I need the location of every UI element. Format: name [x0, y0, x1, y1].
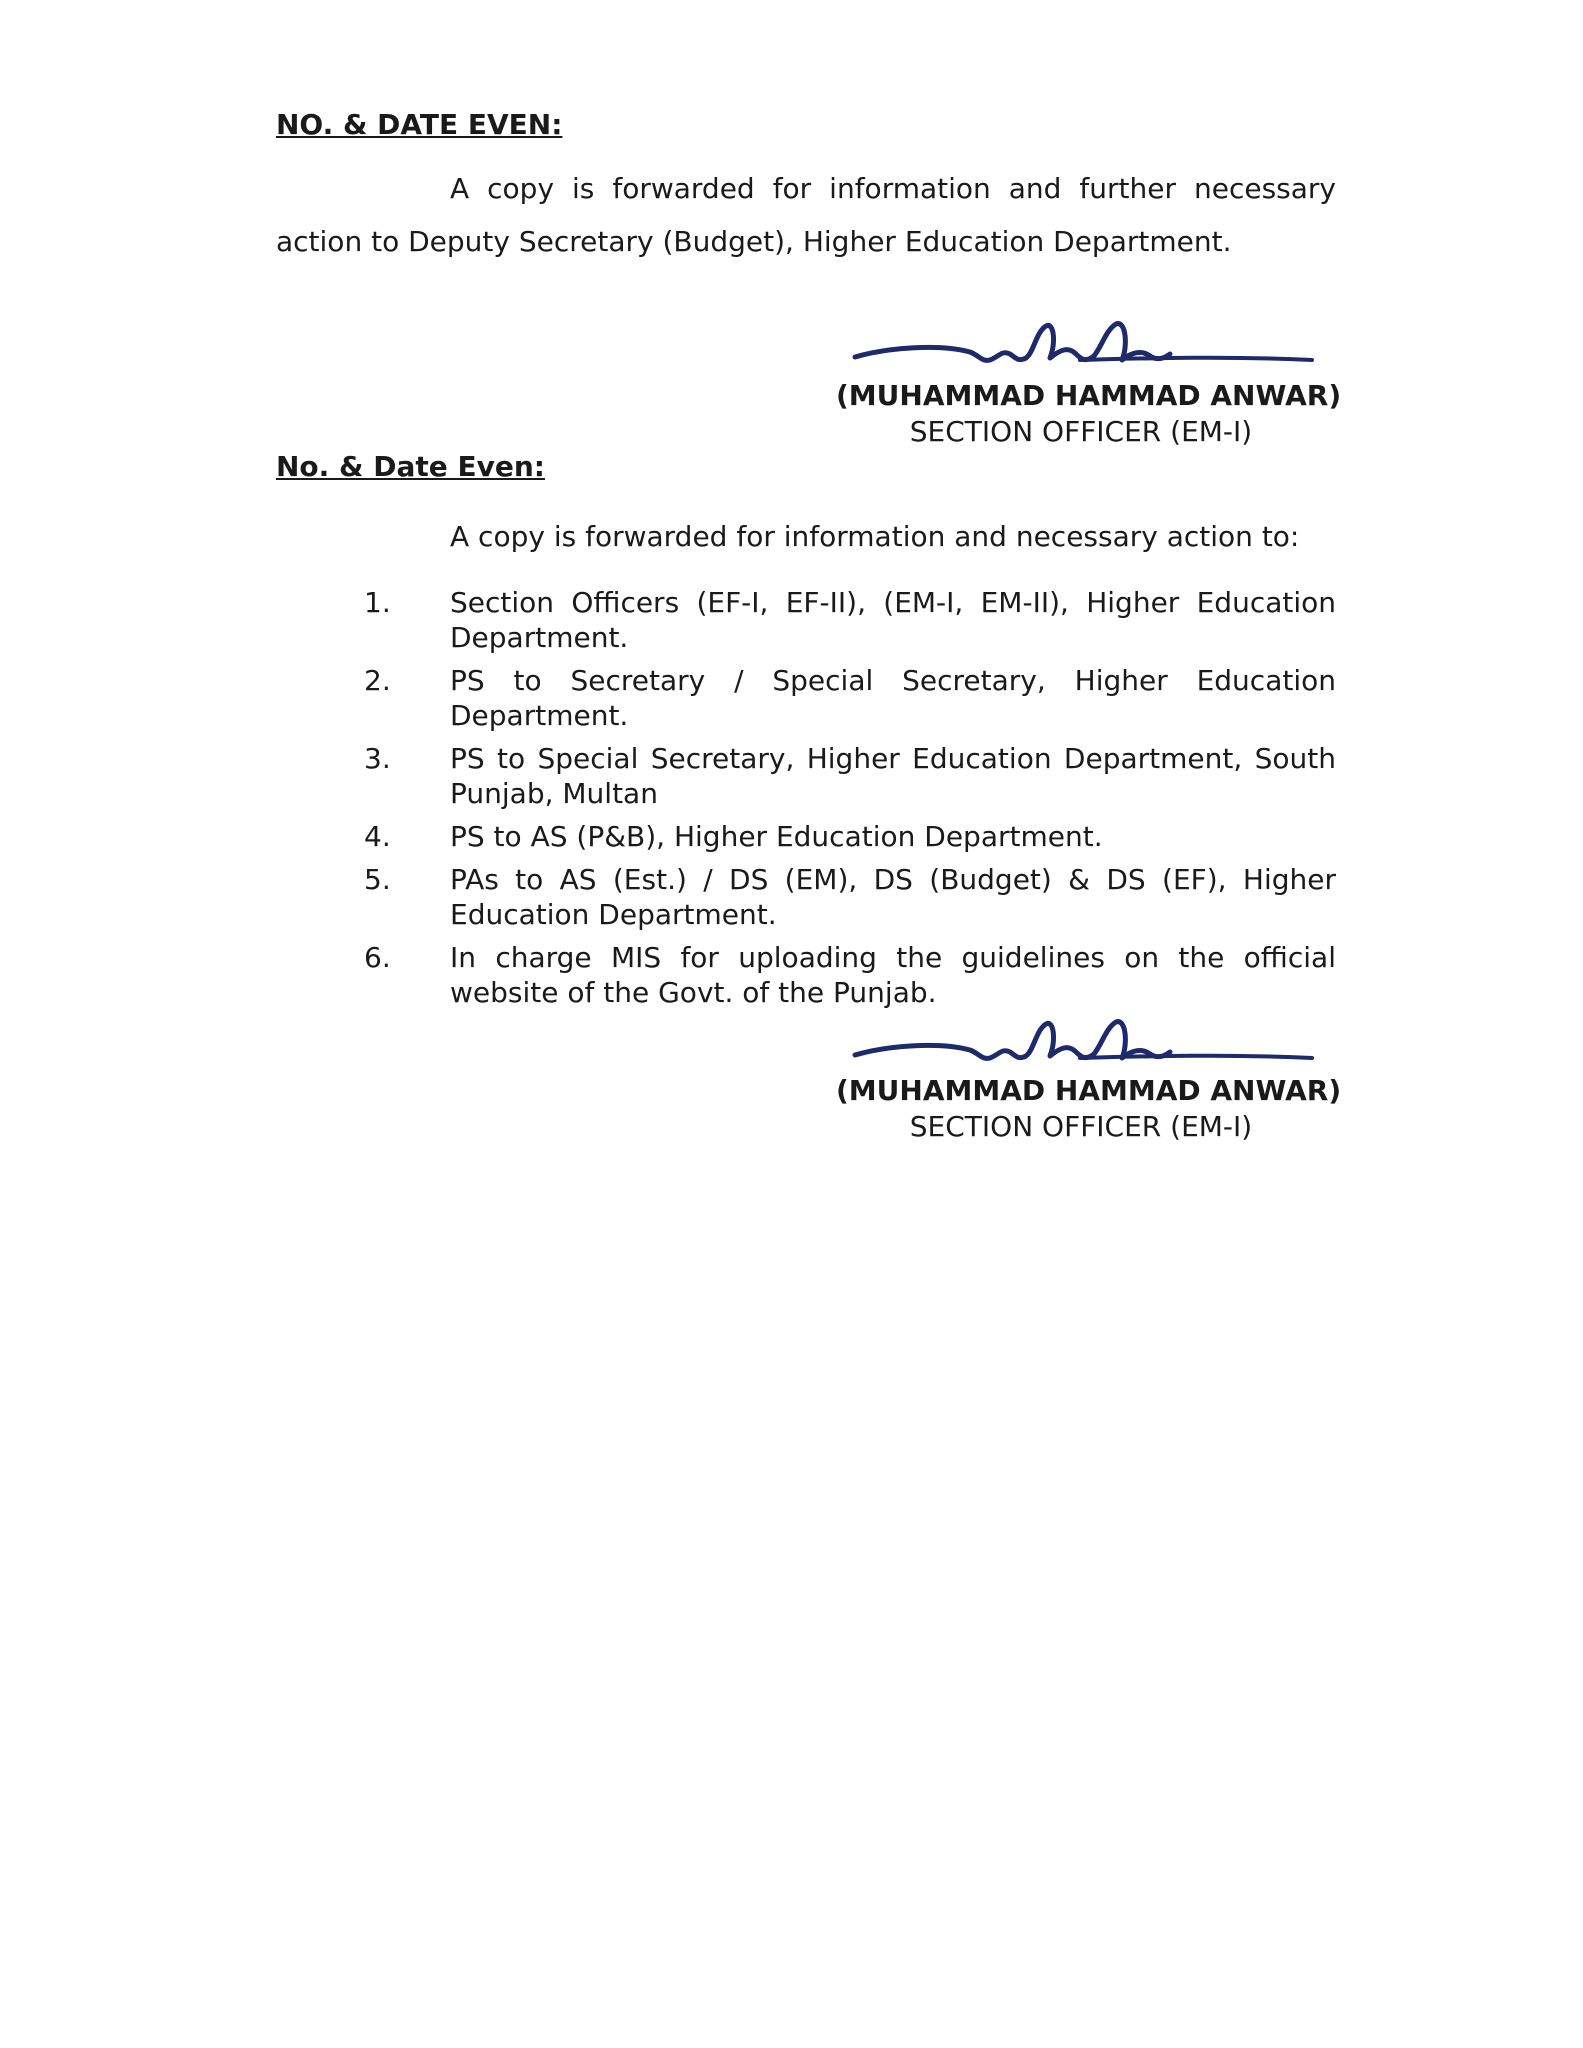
signature-block-1 — [836, 378, 1342, 450]
forwarding-paragraph-1: A copy is forwarded for information and further necessary action to Deputy Secretary (Budget), Higher Education Department. — [276, 172, 1336, 258]
list-item — [276, 741, 1336, 811]
signature-image-2 — [850, 1010, 1320, 1080]
list-item-text: PS to Special Secretary, Higher Education Department, South Punjab, Multan — [450, 742, 1336, 810]
list-item — [276, 819, 1336, 854]
signatory-name: (MUHAMMAD HAMMAD ANWAR) — [836, 379, 1342, 412]
list-item — [276, 585, 1336, 655]
heading-no-date-even-1: NO. & DATE EVEN: — [276, 108, 563, 141]
list-item-number: 6. — [364, 941, 391, 974]
list-item-text: PAs to AS (Est.) / DS (EM), DS (Budget) & DS (EF), Higher Education Department. — [450, 863, 1336, 931]
signatory-title: SECTION OFFICER (EM-I) — [909, 415, 1253, 448]
list-item — [276, 940, 1336, 1010]
list-item-text: Section Officers (EF-I, EF-II), (EM-I, EM-II), Higher Education Department. — [450, 586, 1336, 654]
heading-no-date-even-2: No. & Date Even: — [276, 450, 545, 483]
list-item-number: 3. — [364, 742, 391, 775]
list-item-number: 5. — [364, 863, 391, 896]
signatory-title: SECTION OFFICER (EM-I) — [909, 1110, 1253, 1143]
list-item — [276, 862, 1336, 932]
recipient-list — [276, 585, 1336, 1018]
signature-image-1 — [850, 312, 1320, 382]
list-item-number: 1. — [364, 586, 391, 619]
list-item-text: PS to Secretary / Special Secretary, Higher Education Department. — [450, 664, 1336, 732]
list-item-number: 4. — [364, 820, 391, 853]
forwarding-intro: A copy is forwarded for information and necessary action to: — [450, 520, 1300, 553]
list-item — [276, 663, 1336, 733]
list-item-text: PS to AS (P&B), Higher Education Department. — [450, 820, 1103, 853]
handwritten-signature-icon — [850, 1010, 1320, 1080]
list-item-number: 2. — [364, 664, 391, 697]
handwritten-signature-icon — [850, 312, 1320, 382]
list-item-text: In charge MIS for uploading the guidelines on the official website of the Govt. of the Punjab. — [450, 941, 1336, 1009]
signature-block-2 — [836, 1073, 1342, 1145]
signatory-name: (MUHAMMAD HAMMAD ANWAR) — [836, 1074, 1342, 1107]
